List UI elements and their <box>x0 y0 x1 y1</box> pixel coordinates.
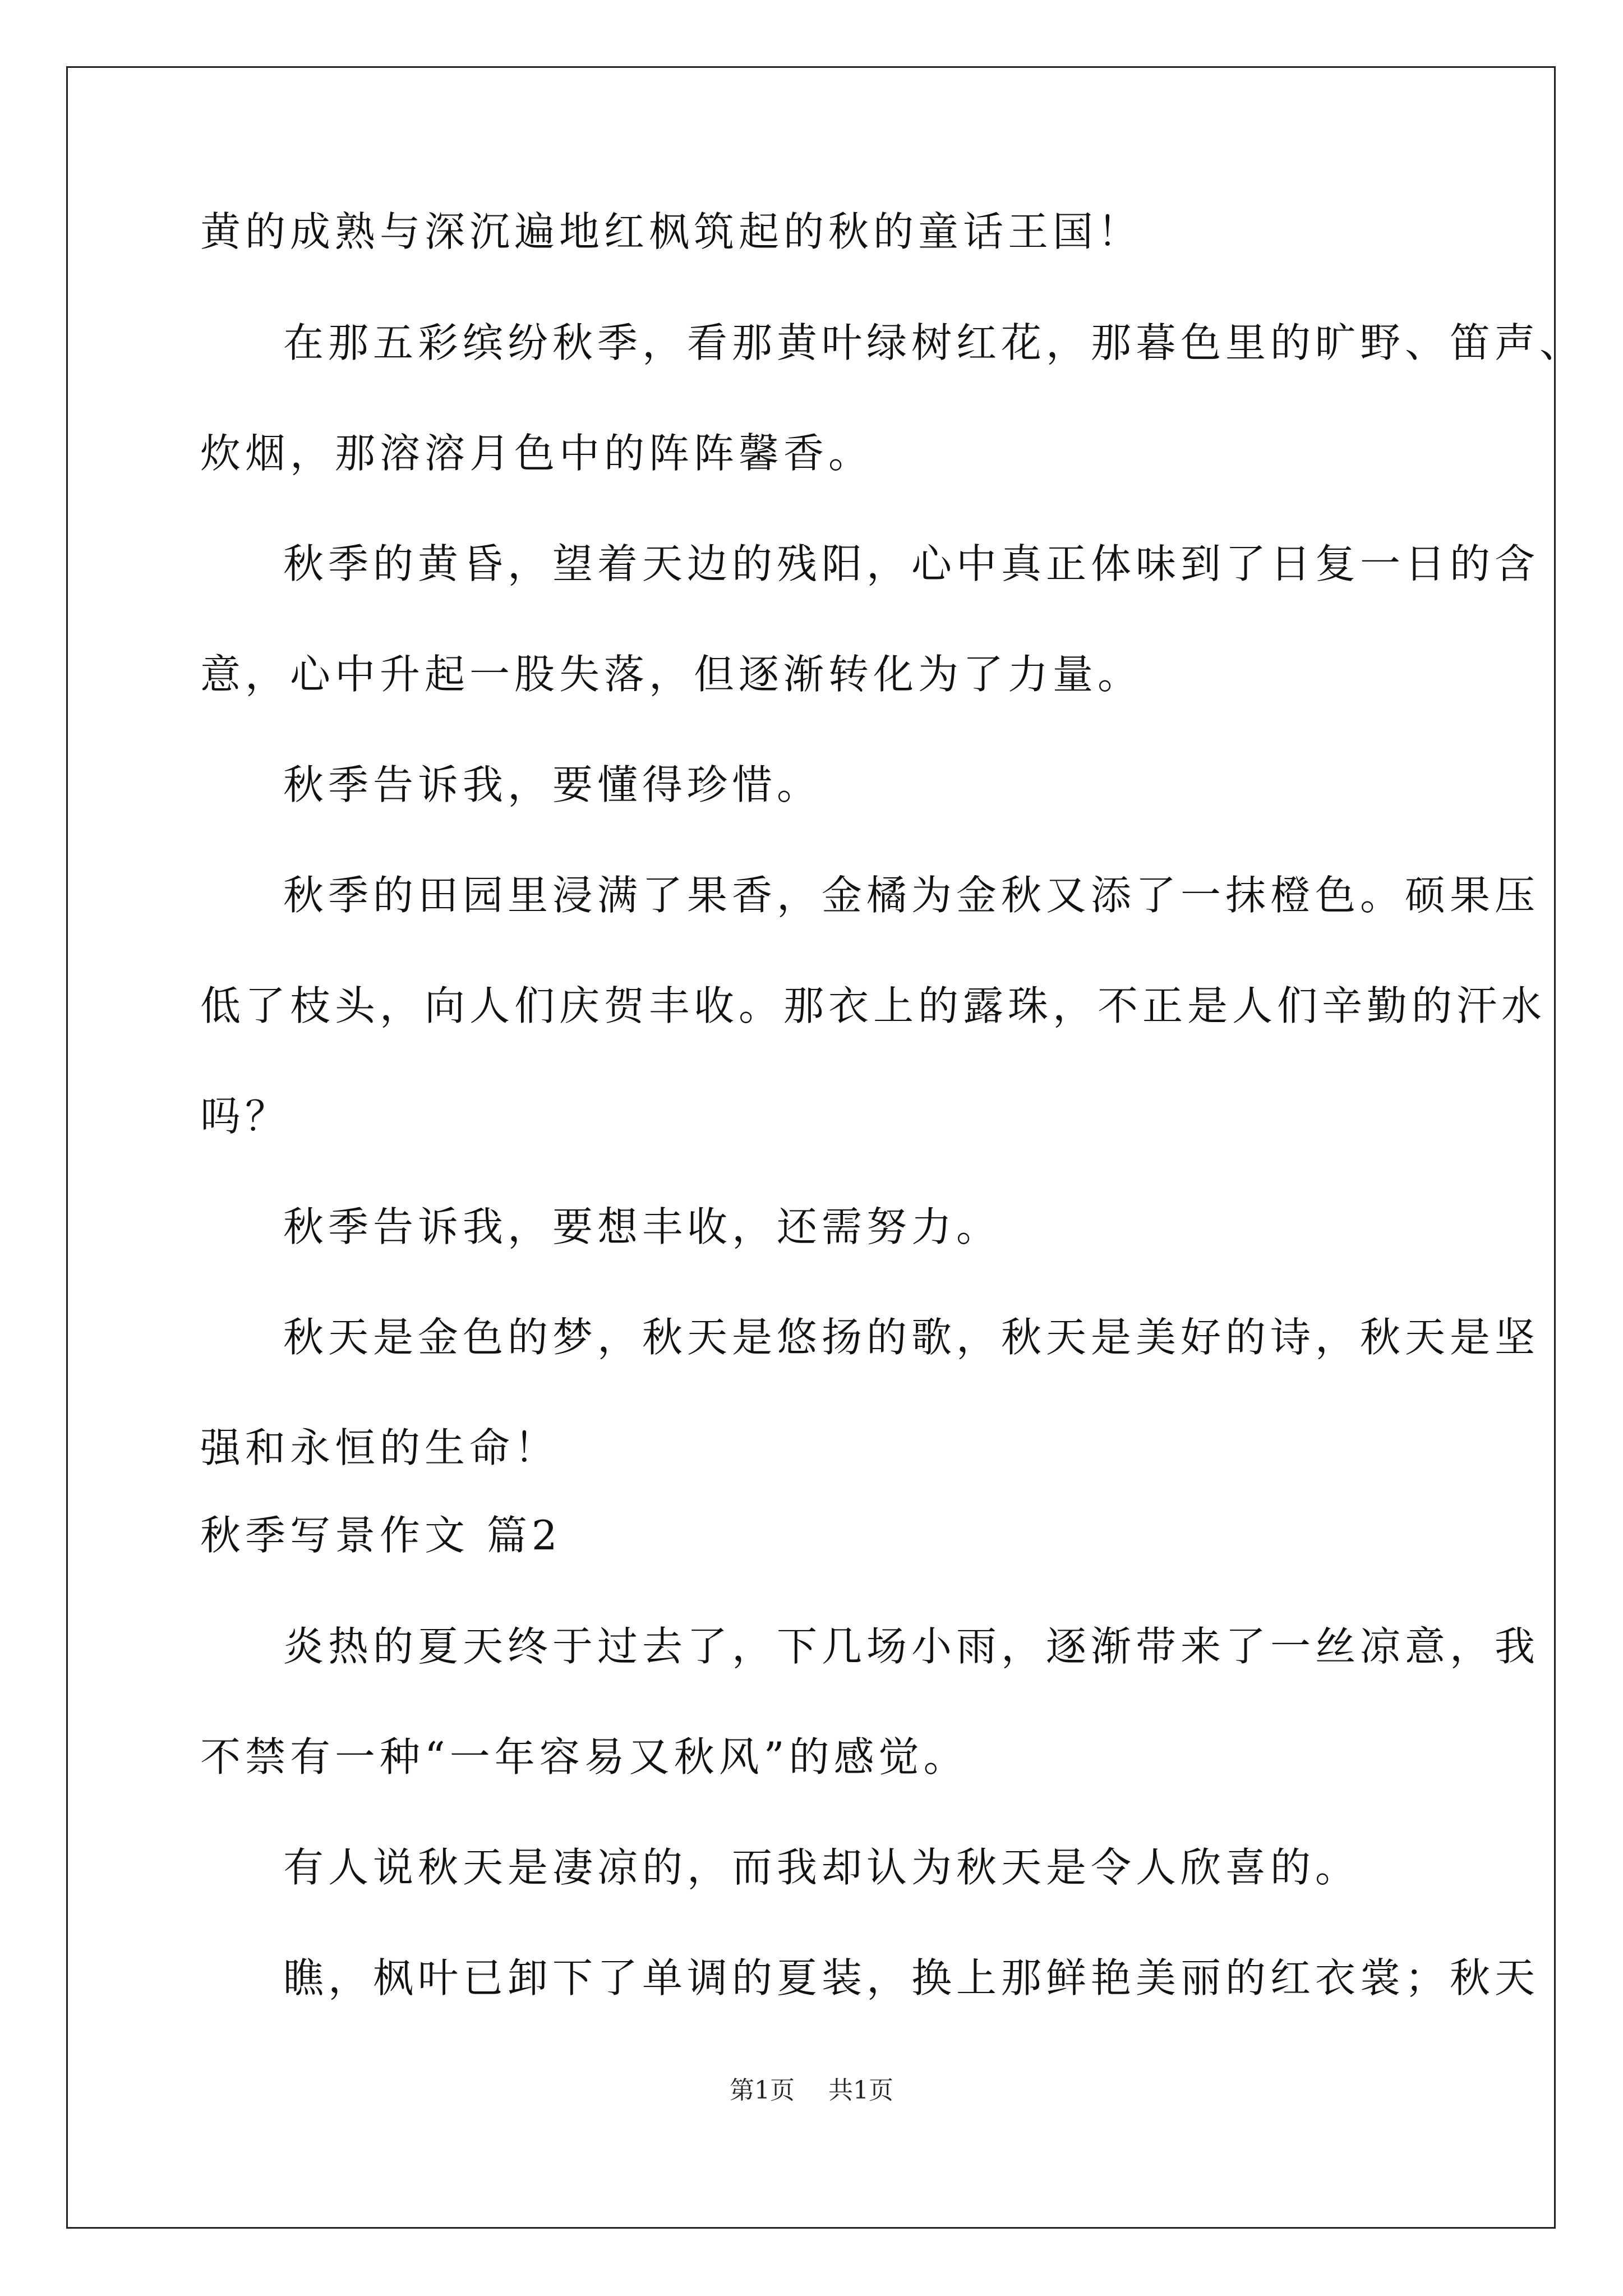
paragraph-line: 秋季的田园里浸满了果香，金橘为金秋又添了一抹橙色。硕果压 <box>283 872 1540 919</box>
section-heading: 秋季写景作文 篇2 <box>200 1512 562 1559</box>
paragraph-line: 黄的成熟与深沉遍地红枫筑起的秋的童话王国！ <box>200 208 1143 255</box>
paragraph-line: 炎热的夏天终于过去了，下几场小雨，逐渐带来了一丝凉意，我 <box>283 1623 1540 1670</box>
paragraph-line: 有人说秋天是凄凉的，而我却认为秋天是令人欣喜的。 <box>283 1844 1361 1891</box>
document-body <box>200 208 1585 2002</box>
paragraph-line: 不禁有一种“一年容易又秋风”的感觉。 <box>200 1733 969 1780</box>
paragraph-line: 秋天是金色的梦，秋天是悠扬的歌，秋天是美好的诗，秋天是坚 <box>283 1314 1540 1361</box>
paragraph-line: 秋季的黄昏，望着天边的残阳，心中真正体味到了日复一日的含 <box>283 540 1540 587</box>
paragraph-line: 吗？ <box>200 1093 291 1140</box>
paragraph-line: 炊烟，那溶溶月色中的阵阵馨香。 <box>200 430 874 477</box>
page-number-total: 共1页 <box>828 2076 893 2105</box>
page-number-current: 第1页 <box>730 2076 795 2105</box>
paragraph-line: 瞧，枫叶已卸下了单调的夏装，换上那鲜艳美丽的红衣裳；秋天 <box>283 1954 1540 2001</box>
paragraph-line: 意，心中升起一股失落，但逐渐转化为了力量。 <box>200 651 1143 698</box>
page-footer <box>0 2074 1623 2108</box>
paragraph-line: 在那五彩缤纷秋季，看那黄叶绿树红花，那暮色里的旷野、笛声、 <box>283 319 1585 366</box>
paragraph-line: 强和永恒的生命！ <box>200 1424 560 1471</box>
paragraph-line: 秋季告诉我，要想丰收，还需努力。 <box>283 1203 1002 1250</box>
paragraph-line: 秋季告诉我，要懂得珍惜。 <box>283 761 822 808</box>
paragraph-line: 低了枝头，向人们庆贺丰收。那衣上的露珠，不正是人们辛勤的汗水 <box>200 982 1547 1029</box>
